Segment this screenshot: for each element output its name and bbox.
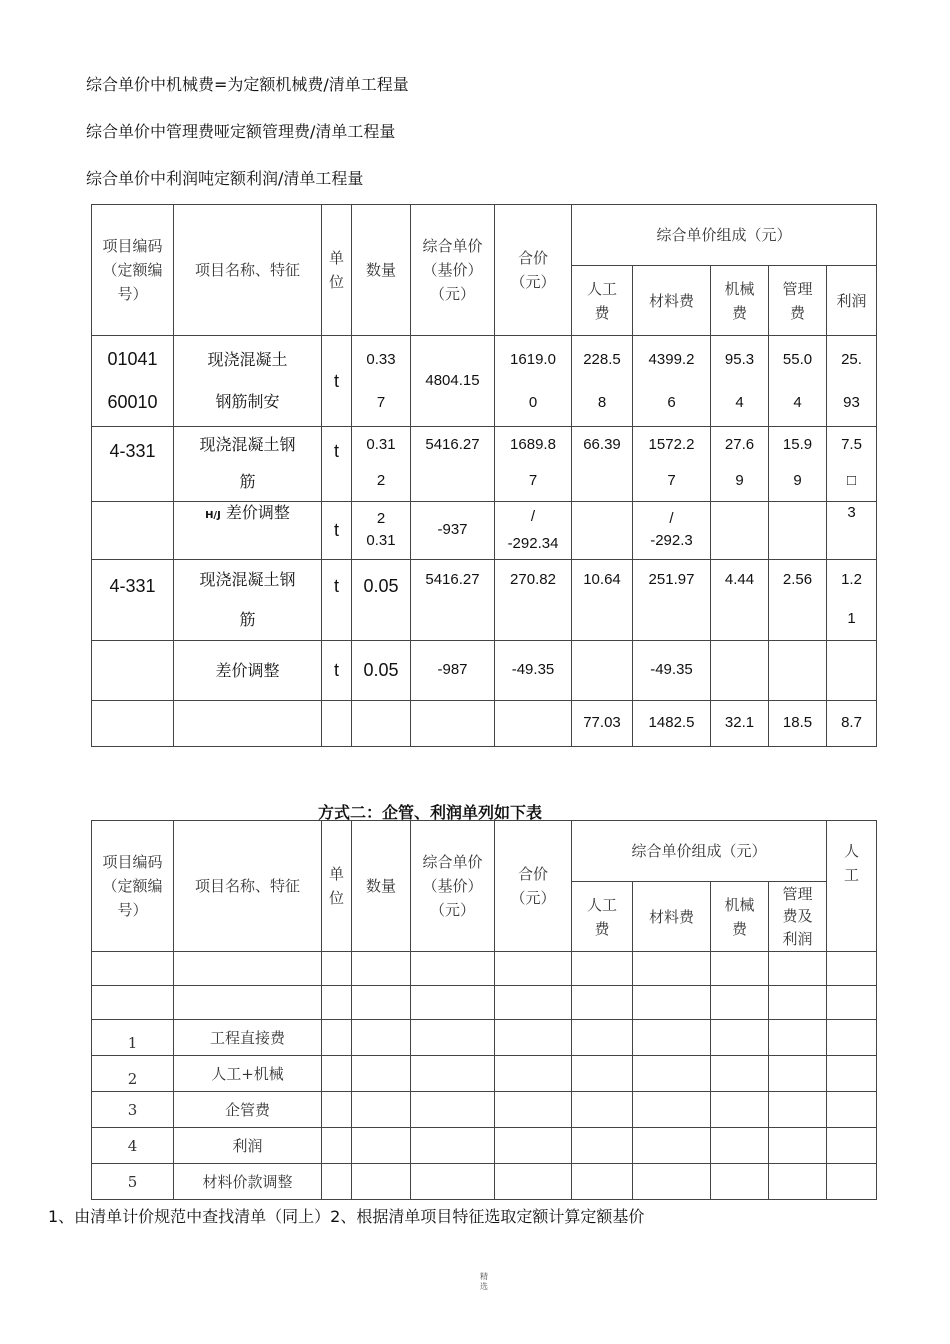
header-name: 项目名称、特征 xyxy=(174,205,322,336)
header-machine: 机械 费 xyxy=(711,266,769,336)
table-row: 4 利润 xyxy=(92,1128,877,1164)
table-row: 3 企管费 xyxy=(92,1092,877,1128)
table-row: H/J 差价调整 t 2 0.31 -937 / -292.34 / -292.3 3 xyxy=(92,501,877,559)
header-code: 项目编码 （定额编 号） xyxy=(92,205,174,336)
header-group: 综合单价组成（元） xyxy=(572,205,877,266)
t2-header-total: 合价 （元） xyxy=(495,821,572,952)
table-row: 4-331 现浇混凝土钢 筋 t 0.05 5416.27 270.82 10.64 251.97 4.44 2.56 1.2 1 xyxy=(92,559,877,640)
intro-line-3: 综合单价中利润吨定额利润/清单工程量 xyxy=(86,169,364,188)
table-row: 5 材料价款调整 xyxy=(92,1164,877,1200)
header-labor: 人工 费 xyxy=(572,266,633,336)
section-title: 方式二：企管、利润单列如下表 xyxy=(318,803,543,822)
header-total: 合价 （元） xyxy=(495,205,572,336)
header-qty: 数量 xyxy=(352,205,411,336)
t2-header-group: 综合单价组成（元） xyxy=(572,821,827,882)
cost-table-2 xyxy=(91,820,877,1200)
header-unit-price: 综合单价 （基价） （元） xyxy=(411,205,495,336)
table-row: 1 工程直接费 xyxy=(92,1020,877,1056)
table-row xyxy=(92,986,877,1020)
t2-header-unit: 单 位 xyxy=(322,821,352,952)
intro-line-1: 综合单价中机械费=为定额机械费/清单工程量 xyxy=(86,75,409,94)
header-mgmt: 管理 费 xyxy=(769,266,827,336)
header-material: 材料费 xyxy=(633,266,711,336)
t2-header-mgmt-profit: 管理 费及 利润 xyxy=(769,882,827,952)
t2-header-last: 人 工 xyxy=(827,821,877,952)
t2-header-labor: 人工 费 xyxy=(572,882,633,952)
intro-line-2: 综合单价中管理费哑定额管理费/清单工程量 xyxy=(86,122,396,141)
t2-header-machine: 机械 费 xyxy=(711,882,769,952)
t2-header-code: 项目编码 （定额编 号） xyxy=(92,821,174,952)
table-row xyxy=(92,952,877,986)
t2-header-name: 项目名称、特征 xyxy=(174,821,322,952)
header-profit: 利润 xyxy=(827,266,877,336)
table-row: 4-331 现浇混凝土钢 筋 t 0.31 2 5416.27 1689.8 7 66.39 1572.2 7 27.6 9 15.9 9 7.5 □ xyxy=(92,427,877,502)
totals-row: 77.03 1482.5 32.1 18.5 8.7 xyxy=(92,700,877,746)
header-unit: 单 位 xyxy=(322,205,352,336)
table-row: 01041 60010 现浇混凝土 钢筋制安 t 0.33 7 4804.15 1619.0 0 228.5 8 4399.2 6 95.3 4 55.0 4 25. 93 xyxy=(92,336,877,427)
bottom-note: 1、由清单计价规范中查找清单（同上）2、根据清单项目特征选取定额计算定额基价 xyxy=(48,1207,645,1226)
table-row: 2 人工+机械 xyxy=(92,1056,877,1092)
table-row: 差价调整 t 0.05 -987 -49.35 -49.35 xyxy=(92,640,877,700)
t2-header-qty: 数量 xyxy=(352,821,411,952)
t2-header-unit-price: 综合单价 （基价） （元） xyxy=(411,821,495,952)
cost-table-1 xyxy=(91,204,877,747)
t2-header-material: 材料费 xyxy=(633,882,711,952)
page-footer: 精 选 xyxy=(480,1272,488,1291)
